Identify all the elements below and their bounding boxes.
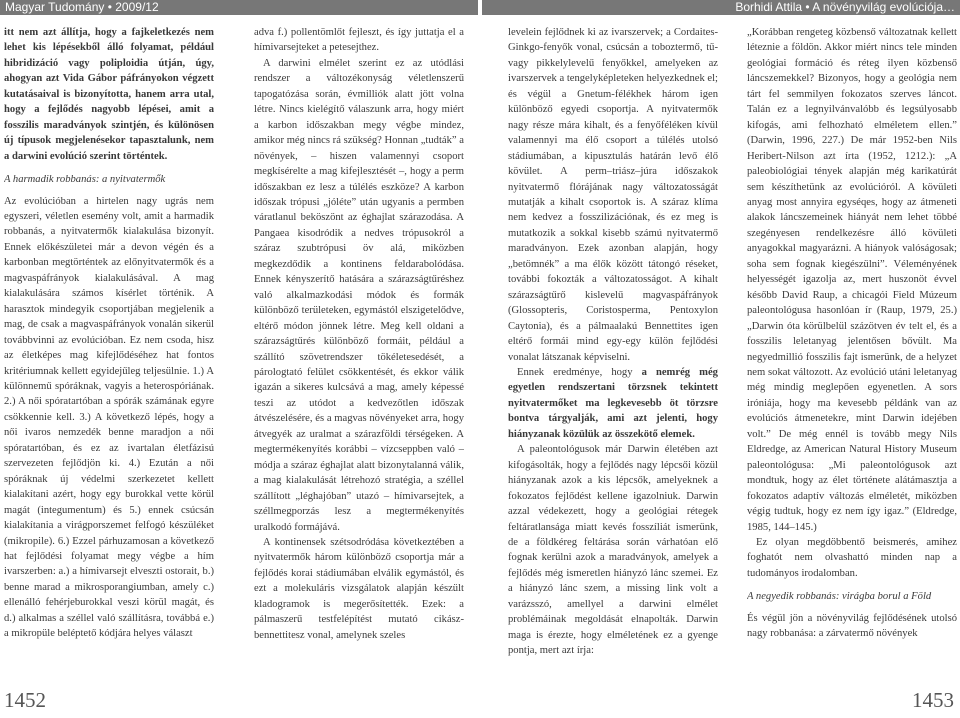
paragraph: itt nem azt állítja, hogy a fajkeletkezés nem lehet kis lépésekből álló folyamat, például hibridizáció vagy poliploidia útján, úgy, ahogyan azt Vida Gábor páfrányokon végzett kutatásaival is bizonyította, hanem arra utal, hogy a fejlődés nagyobb lépései, amit a fosszilis maradványok szintjén, és különösen új típusok megjelenésekor tapasztalunk, nem a darwini evolúció szerint történtek. — [4, 27, 214, 162]
paragraph: adva f.) pollentömlőt fejleszt, és így juttatja el a hímivarsejteket a petesejthez. — [254, 27, 464, 54]
page-number-left: 1452 — [4, 688, 46, 712]
page-number-right: 1453 — [912, 688, 954, 712]
text-column-3 — [508, 25, 718, 675]
paragraph: Ez olyan megdöbbentő beismerés, amihez foghatót nem olvashattó minden nap a tudományos irodalomban. — [747, 536, 957, 579]
paragraph: levelein fejlődnek ki az ivarszervek; a Cordaites-Ginkgo-fenyők vonal, csúcsán a toboztermő, tű- vagy pikkelylevelű fenyőkkel, amelyeken az ivarszervek a tengelyképleteken helyezkednek el; és végül a Gnetum-félékhek három igen különböző egyedi csoportja. A nyitvatermők nagy része mára kihalt, és a fenyőféléken kívül valamennyi ma élő csoport a túlélés utolsó stádiumában, a kipusztulás határán levő élő kövület. A perm–triász–júra időszakok nyitvatermő flórájának nagy változatosságát mutatják a kihalt csoportok is. A száraz klíma nem kedvez a fosszilizációnak, és ez meg is mutatkozik a sokkal kisebb számú nyitvatermő maradványon. Ezek azonban alapján, hogy „betömnék” a ma élők között tátongó réseket, további fokozták a változatosságot. A kihalt szárazságtűrő kislevelű magvaspáfrányok (Glossopteris, Coristosperma, Pentoxylon Caytonia), és a pálmaalakú Bennettites igen eltérő formái mind egy-egy külön fejlődési vonalat látszanak képviselni. — [508, 27, 718, 363]
paragraph: A paleontológusok már Darwin életében azt kifogásolták, hogy a fejlődés nagy lépcsői közül hiányzanak azok a kis lépcsők, amelyeknek a fokozatos fejlődést kellene igazolniuk. Darwin azzal védekezett, hogy a geológiai rétegek feltáratlansága miatt kevés fosszíliát ismerünk, de a földkéreg feltárása során várhatóan elő fognak kerülni azok a maradványok, amelyek a fejlődés még ismeretlen hiányzó lánc szemei. Ez a hiányzó lánc szem, a missing link volt a varázsszó, amellyel a darwini elmélet problémáinak megoldását elnapolták. Darwin maga is érezte, hogy elméletének ez a gyenge pontja, mert azt írja: — [508, 444, 718, 657]
emphasized-text: a nemrég még egyetlen rendszertani törzsnek tekintett nyitvatermőket ma legkevesebb öt törzsre bontva tárgyalják, ami azt jelenti, hogy hiányzanak közülük az összekötő elemek. — [508, 366, 718, 440]
text-column-1 — [4, 25, 214, 675]
section-heading: A negyedik robbanás: virágba borul a Föld — [747, 591, 932, 603]
paragraph-with-emphasis — [508, 365, 718, 442]
text-column-4 — [747, 25, 957, 675]
section-heading: A harmadik robbanás: a nyitvatermők — [4, 174, 166, 186]
quotation-paragraph: „Korábban rengeteg közbenső változatnak kellett léteznie a földön. Akkor miért nincs tele minden geológiai formáció és réteg ilyen közbenső láncszemekkel? Bizonyos, hogy a geológia nem tárt fel semmilyen fokozatos szerves láncot. Talán ez a legnyilvánvalóbb és legsúlyosabb kifogás, ami felhozható elméletem ellen.” (Darwin, 1996, 227.) De már 1952-ben Nils Heribert-Nilson azt írta (1952, 1212.): „A paleobiológiai tények alapján még karikatúrát sem készíthetünk az evolúcióról. A kövületi anyag most annyira egyséqes, hogy az átmeneti alakok láncszemeinek hiányát nem lehet többé szegényesen rendelkezésre álló kövületi anyagokkal magyarázni. A hiányok valóságosak; soha sem fognak kiegészülni”. Véleményének helyességét igazolja az, mert huszonöt évvel később David Raup, a chicagói Field Múzeum paleontológusa hasonlóan ír (Raup, 1979, 25.) „Darwin óta körülbelül százötven év telt el, és a fosszilis leletanyag jelentősen bővült. Ma negyedmillió fosszilis fajt ismerünk, de a helyzet nem sokat változott. Az evolúció utáni leletanyag még mindig meglepően egyenetlen. A sors iróniája, hogy ma kevesebb példánk van az evolúciós átmenetekre, mint Darwin idejében volt.” De még ennél is tovább megy Nils Eldredge, az American Natural History Museum paleontológusa: „Mi paleontológusok azt mondtuk, hogy az élet története alátámasztja a fokozatos adaptív változás elméletét, miközben végig tudtuk, hogy ez nem így igaz.” (Eldredge, 1985, 144–145.) — [747, 27, 957, 533]
paragraph: A kontinensek szétsodródása következtében a nyitvatermők három különböző csoportja már a fejlődés korai stádiumában elválik egymástól, és ezt a molekuláris vizsgálatok alapján készült kladogramok is megerősítették. Ezek: a pálmaszerű testfelépítést mutató cikász-bennettitesz vonal, amelynek szeles — [254, 536, 464, 641]
running-header-right: Borhidi Attila • A növényvilág evolúciója… — [482, 0, 960, 15]
paragraph-text: Ennek eredménye, hogy — [517, 366, 633, 378]
text-column-2 — [254, 25, 464, 675]
paragraph: És végül jön a növényvilág fejlődésének utolsó nagy robbanása: a zárvatermő növények — [747, 612, 957, 640]
running-header-left: Magyar Tudomány • 2009/12 — [0, 0, 478, 15]
paragraph: A darwini elmélet szerint ez az utódlási rendszer a változékonyság véletlenszerű tapogatózása során, évmilliók alatt jött volna létre. Nincs kielégítő válaszunk arra, hogy miért a karbon időszakban megy végbe mindez, amikor még nincs rá szükség? Honnan „tudták” a növények, – hiszen valamennyi csoport megkísérelte a mag kifejlesztését –, hogy a perm időszakban ez lesz a túlélés eszköze? A karbon időszak trópusi „jóléte” után ugyanis a permben váratlanul beköszönt az éghajlat szárazodása. A Pangaea kisodródik a nedves trópusokról a száraz szubtrópusi öv alá, miközben megkezdődik a kontinens feldarabolódása. Ennek kényszerítő hatására a szárazságtűréshez való alkalmazkodási módok és formák különböző területeken, egymástól elszigetelődve, eltérő módon jönnek létre. Meg kell oldani a szárazságtűrés különböző formáit, például a szállító szövetrendszer tökéletesedését, a párologtató felület csökkentését, és ekkor válik igazán a sikeres kulcsává a mag, amely képessé teszi az utódot a kedvezőtlen időszak átvészelésére, és a magvas növényeket arra, hogy átvegyék az uralmat a szárazföldi térségeken. A megtermékenyítés korábbi – vízcseppben való – módja a száraz éghajlat alatt bizonytalanná válik, a mag kialakulását létrehozó stratégia, a széllel szállított „léghajóban” utazó – hímivarsejtek, a széllmegporzás lesz a megtermékenyítés uralkodó formájává. — [254, 57, 464, 533]
paragraph: Az evolúcióban a hirtelen nagy ugrás nem egyszeri, véletlen esemény volt, amit a harmadik robbanás, a nyitvatermők kialakulása bizonyít. Ennek előkészületei már a devon végén és a karbonban megtörténtek az előnyitvatermők és a magvaspáfrányok kialakulásával. A mag kialakulására számos kísérlet történik. A harasztok mindegyik csoportjában megjelenik a mag, de csak a magvaspáfrányok vonalán sikerül továbbvinni az evolúcióban. Ez nem csoda, hisz az életképes mag kifejlődéséhez hat fontos kritériumnak kellett egyidejűleg teljesülnie. 1.) A különnemű spóráknak, vagyis a heterospóriának. 2.) A női spóratartóban a spórák számának egyre csökkennie kell. 3.) A következő lépés, hogy a női ivaros nemzedék benne maradjon a női spóratartóban, és ez az ivartalan életfázisú szervezeten fejlődjön ki. 4.) Ezután a női spóráknak új védelmi szerkezetet kellett kialakítani azért, hogy egy burokkal vette körül magát (integumentum) és 5.) ennek csúcsán kialakítania a virágporszemet felfogó készüléket (mikropile). 6.) Ezzel párhuzamosan a következő hat fejlődési folyamat megy végbe a hím ivarszerben: a.) a hímivarsejt elveszti ostorait, b.) benne marad a mikrosporangiumban, amely c.) ellenálló fehérjeburokkal veszi körül magát, és d.) alkalmas a széllel való szállításra, továbbá e.) a mikropüle beléptető kódjára helyes választ — [4, 195, 214, 640]
